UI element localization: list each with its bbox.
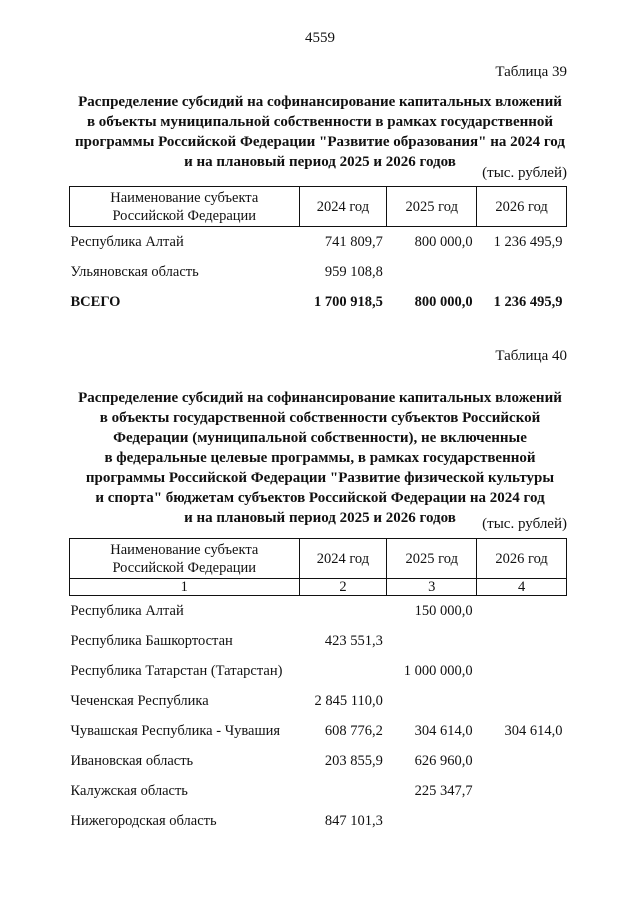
header-2026: 2026 год	[477, 187, 567, 227]
value-2025: 1 000 000,0	[403, 662, 473, 679]
region-name: Республика Татарстан (Татарстан)	[70, 662, 283, 679]
header-2024: 2024 год	[299, 539, 387, 579]
table-39	[69, 186, 567, 317]
total-2024: 1 700 918,5	[313, 293, 383, 310]
title-line: и на плановый период 2025 и 2026 годов	[184, 510, 456, 526]
table-39-unit: (тыс. рублей)	[482, 165, 567, 181]
value-2024: 959 108,8	[324, 263, 383, 280]
table-row	[70, 716, 567, 746]
table-row	[70, 806, 567, 836]
value-2024	[299, 656, 387, 686]
region-name: Калужская область	[70, 782, 188, 799]
value-2026	[477, 626, 567, 656]
table-row	[70, 746, 567, 776]
table-40-title	[60, 388, 580, 528]
table-40-unit: (тыс. рублей)	[482, 516, 567, 532]
value-2025	[387, 686, 477, 716]
title-line: и на плановый период 2025 и 2026 годов	[184, 154, 456, 170]
title-line: и спорта" бюджетам субъектов Российской Федерации на 2024 год	[95, 490, 545, 506]
value-2025	[387, 806, 477, 836]
value-2024	[299, 776, 387, 806]
value-2026: 1 236 495,9	[493, 233, 563, 250]
region-name: Республика Алтай	[70, 233, 184, 250]
value-2024: 608 776,2	[324, 722, 383, 739]
header-region-line: Наименование субъекта Российской Федерации	[110, 189, 259, 224]
column-number: 3	[387, 579, 477, 596]
title-line: программы Российской Федерации "Развитие образования" на 2024 год	[75, 134, 565, 150]
region-name: Нижегородская область	[70, 812, 217, 829]
value-2025: 304 614,0	[414, 722, 473, 739]
table-40	[69, 538, 567, 836]
region-name: Республика Алтай	[70, 602, 184, 619]
value-2025: 225 347,7	[414, 782, 473, 799]
header-region	[70, 187, 300, 227]
value-2025: 626 960,0	[414, 752, 473, 769]
value-2025: 150 000,0	[414, 602, 473, 619]
value-2026	[477, 257, 567, 287]
table-row	[70, 596, 567, 627]
value-2026	[477, 656, 567, 686]
value-2026	[477, 806, 567, 836]
value-2025: 800 000,0	[414, 233, 473, 250]
header-region-line: Наименование субъекта Российской Федерации	[110, 541, 259, 576]
value-2026	[477, 596, 567, 627]
region-name: Чувашская Республика - Чувашия	[70, 722, 281, 739]
header-2025: 2025 год	[387, 539, 477, 579]
title-line: программы Российской Федерации "Развитие физической культуры	[85, 470, 555, 486]
value-2024: 203 855,9	[324, 752, 383, 769]
title-line: в федеральные целевые программы, в рамках государственной	[104, 450, 536, 466]
value-2025	[387, 257, 477, 287]
title-line: в объекты муниципальной собственности в рамках государственной	[86, 114, 554, 130]
value-2026	[477, 686, 567, 716]
value-2026	[477, 776, 567, 806]
table-row	[70, 776, 567, 806]
column-number: 1	[70, 579, 300, 596]
title-line: в объекты государственной собственности субъектов Российской	[99, 410, 541, 426]
title-line: Распределение субсидий на софинансирование капитальных вложений	[78, 94, 562, 110]
table-row	[70, 257, 567, 287]
table-row	[70, 227, 567, 258]
title-line: Распределение субсидий на софинансирование капитальных вложений	[78, 390, 562, 406]
table-header-row	[70, 539, 567, 579]
value-2024: 423 551,3	[324, 632, 383, 649]
value-2026	[477, 746, 567, 776]
table-row	[70, 686, 567, 716]
header-region	[70, 539, 300, 579]
value-2024: 2 845 110,0	[314, 692, 383, 709]
region-name: Ивановская область	[70, 752, 194, 769]
value-2024: 847 101,3	[324, 812, 383, 829]
header-2024: 2024 год	[299, 187, 387, 227]
total-label: ВСЕГО	[70, 293, 121, 310]
table-row	[70, 626, 567, 656]
total-2026: 1 236 495,9	[493, 293, 563, 310]
header-2026: 2026 год	[477, 539, 567, 579]
region-name: Республика Башкортостан	[70, 632, 233, 649]
value-2024: 741 809,7	[324, 233, 383, 250]
table-39-title	[60, 92, 580, 172]
page-number: 4559	[305, 30, 335, 46]
column-number-row	[70, 579, 567, 596]
table-40-label: Таблица 40	[495, 348, 567, 364]
value-2025	[387, 626, 477, 656]
title-line: Федерации (муниципальной собственности), не включенные	[113, 430, 527, 446]
value-2026: 304 614,0	[504, 722, 563, 739]
region-name: Чеченская Республика	[70, 692, 209, 709]
value-2024	[299, 596, 387, 627]
table-row	[70, 656, 567, 686]
table-39-label: Таблица 39	[495, 64, 567, 80]
column-number: 4	[477, 579, 567, 596]
region-name: Ульяновская область	[70, 263, 199, 280]
header-2025: 2025 год	[387, 187, 477, 227]
table-header-row	[70, 187, 567, 227]
total-2025: 800 000,0	[414, 293, 473, 310]
column-number: 2	[299, 579, 387, 596]
total-row	[70, 287, 567, 317]
